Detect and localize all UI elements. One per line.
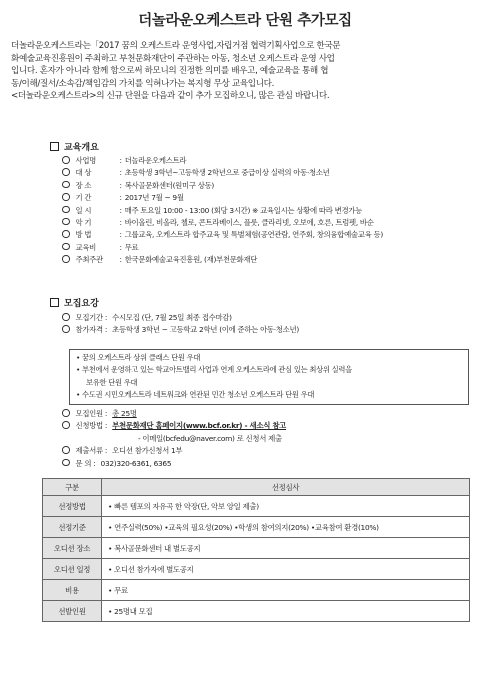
item-value: 초등학생 3학년 ~ 고등학교 2학년 (이에 준하는 아동·청소년) xyxy=(112,325,299,335)
table-key-cell: 비용 xyxy=(43,580,102,601)
table-value-cell: • 25명내 모집 xyxy=(102,601,470,622)
list-item: 참가자격 : 초등학생 3학년 ~ 고등학교 2학년 (이에 준하는 아동·청소년) xyxy=(62,324,482,336)
cell-text: 오디션 참가자에 별도공지 xyxy=(114,564,194,574)
circle-bullet-icon xyxy=(62,193,70,201)
item-value: 복사골문화센터(원미구 상동) xyxy=(124,180,214,190)
intro-line: 입니다. 혼자가 아니라 함께 함으로써 하모니의 진정한 의미를 배우고, 예술교육을 통해 협 xyxy=(11,66,329,77)
table-key-cell: 선정기준 xyxy=(43,517,102,538)
list-item: 악 기 : 바이올린, 비올라, 첼로, 콘트라베이스, 플룻, 클라리넷, 오보에, 호른, 트럼펫, 바순 xyxy=(62,217,482,229)
item-label: 장 소 xyxy=(75,180,92,190)
cell-text: 연주실력(50%) •교육의 필요성(20%) •학생의 참여의지(20%) •교육참여 환경(10%) xyxy=(114,522,379,532)
table-row xyxy=(43,496,470,517)
list-item: 주최주관 : 한국문화예술교육진흥원, (재)부천문화재단 xyxy=(62,254,482,266)
table-value-cell: • 복사골문화센터 내 별도공지 xyxy=(102,538,470,559)
table-header-cell: 구분 xyxy=(43,479,102,496)
circle-bullet-icon xyxy=(62,168,70,176)
item-label: 제출서류 xyxy=(75,446,103,456)
item-label: 사업명 xyxy=(75,156,97,165)
homepage-link[interactable]: 부천문화재단 홈페이지(www.bcf.or.kr) - 새소식 참고 xyxy=(112,421,287,431)
selection-table xyxy=(42,478,470,622)
cell-text: 복사골문화센터 내 별도공지 xyxy=(114,543,201,553)
list-item: 모집인원 : 총 25명 xyxy=(62,408,482,420)
benefit-item xyxy=(76,377,462,389)
recruit-list-top xyxy=(62,312,482,337)
recruit-list-bottom xyxy=(62,408,482,470)
list-item: 장 소 : 복사골문화센터(원미구 상동) xyxy=(62,180,482,192)
email-text[interactable]: - 이메일(bcfedu@naver.com) 로 신청서 제출 xyxy=(138,433,282,443)
square-bullet-icon xyxy=(50,142,59,151)
item-label: 기 간 xyxy=(75,193,92,203)
benefit-text: 꿈의 오케스트라 상위 클래스 단원 우대 xyxy=(82,353,201,362)
list-item: 제출서류 : 오디션 참가신청서 1부 xyxy=(62,445,482,457)
item-label: 주최주관 xyxy=(75,255,103,265)
table-key-cell: 선발인원 xyxy=(43,601,102,622)
cell-text: 빠른 템포의 자유곡 한 악장(단, 악보 앙일 제출) xyxy=(114,501,259,511)
intro-line: 동/이해/질서/소속감/책임감의 가치를 익혀나가는 복지형 무상 교육입니다. xyxy=(11,78,275,89)
overview-heading-label: 교육개요 xyxy=(64,143,99,153)
table-key-cell: 오디션 일정 xyxy=(43,559,102,580)
item-label: 방 법 xyxy=(75,230,92,240)
table-value-cell: • 무료 xyxy=(102,580,470,601)
page-title: 더놀라운오케스트라 단원 추가모집 xyxy=(138,13,352,29)
list-item: 일 시 : 매주 토요일 10:00 - 13:00 (회당 3시간) ※ 교육일시는 상황에 따라 변경가능 xyxy=(62,205,482,217)
benefit-text: 부천에서 운영하고 있는 학교아트밸리 사업과 연계 오케스트라에 관심 있는 최상위 실력을 xyxy=(82,365,352,375)
circle-bullet-icon xyxy=(62,206,70,214)
intro-line: <더놀라운오케스트라>의 신규 단원을 다음과 같이 추가 모집하오니, 많은 관심 바랍니다. xyxy=(11,91,330,102)
table-row xyxy=(43,538,470,559)
circle-bullet-icon xyxy=(62,446,70,454)
item-label: 모집인원 xyxy=(75,409,103,418)
item-label: 문 의 xyxy=(75,458,92,468)
benefit-item: • 꿈의 오케스트라 상위 클래스 단원 우대 xyxy=(76,353,201,362)
item-label: 신청방법 xyxy=(75,421,103,431)
table-header-cell: 선정심사 xyxy=(102,479,470,496)
square-bullet-icon xyxy=(50,298,59,307)
circle-bullet-icon xyxy=(62,421,70,429)
item-label: 일 시 xyxy=(75,205,92,215)
table-header-row xyxy=(43,479,470,496)
item-value: 032)320-6361, 6365 xyxy=(100,458,172,468)
circle-bullet-icon xyxy=(62,313,70,321)
circle-bullet-icon xyxy=(62,230,70,238)
recruit-heading xyxy=(50,296,99,309)
list-item: 대 상 : 초등학생 3학년~고등학생 2학년으로 중급이상 실력의 아동·청소년 xyxy=(62,167,482,179)
item-value: 그룹교육, 오케스트라 합주교육 및 특별체험(공연관람, 연주회, 창의융합예술교육 등) xyxy=(124,230,383,240)
benefit-box xyxy=(69,349,469,405)
circle-bullet-icon xyxy=(62,181,70,189)
item-value: 수시모집 (단, 7월 25일 최종 접수마감) xyxy=(112,313,232,322)
circle-bullet-icon xyxy=(62,255,70,263)
table-row xyxy=(43,517,470,538)
list-item: 신청방법 : 부천문화재단 홈페이지(www.bcf.or.kr) - 새소식 참고 xyxy=(62,420,482,432)
table-value-cell: • 연주실력(50%) •교육의 필요성(20%) •학생의 참여의지(20%) •교육참여 환경(10%) xyxy=(102,517,470,538)
item-value: 2017년 7월 ~ 9월 xyxy=(124,193,184,203)
circle-bullet-icon xyxy=(62,325,70,333)
table-row xyxy=(43,559,470,580)
cell-text: 무료 xyxy=(114,585,128,595)
circle-bullet-icon xyxy=(62,409,70,417)
table-row xyxy=(43,580,470,601)
intro-line: 더놀라운오케스트라는「2017 꿈의 오케스트라 운영사업,자립거점 협력기획사업으로 한국문 xyxy=(11,41,341,51)
item-label: 참가자격 xyxy=(75,325,103,335)
item-label: 교육비 xyxy=(75,242,97,252)
circle-bullet-icon xyxy=(62,243,70,251)
item-value: 오디션 참가신청서 1부 xyxy=(112,446,183,456)
circle-bullet-icon xyxy=(62,156,70,164)
benefit-text: 보유한 단원 우대 xyxy=(86,377,138,387)
list-item: 교육비 : 무료 xyxy=(62,242,482,254)
item-value: 초등학생 3학년~고등학생 2학년으로 중급이상 실력의 아동·청소년 xyxy=(124,168,330,178)
cell-text: 25명내 모집 xyxy=(114,606,153,616)
list-item xyxy=(62,433,482,445)
table-value-cell: • 빠른 템포의 자유곡 한 악장(단, 악보 앙일 제출) xyxy=(102,496,470,517)
circle-bullet-icon xyxy=(62,218,70,226)
item-value: 바이올린, 비올라, 첼로, 콘트라베이스, 플룻, 클라리넷, 오보에, 호른, 트럼펫, 바순 xyxy=(124,217,374,227)
intro-line: 화예술교육진흥원이 주최하고 부천문화재단이 주관하는 아동, 청소년 오케스트라 운영 사업 xyxy=(11,53,335,64)
benefit-item: • 부천에서 운영하고 있는 학교아트밸리 사업과 연계 오케스트라에 관심 있는 최상위 실력을 xyxy=(76,365,352,375)
benefit-item: • 수도권 시민오케스트라 네트워크와 연관된 민간 청소년 오케스트라 단원 우대 xyxy=(76,389,315,399)
item-value: 매주 토요일 10:00 - 13:00 (회당 3시간) ※ 교육일시는 상황에 따라 변경가능 xyxy=(124,205,362,215)
table-value-cell: • 오디션 참가자에 별도공지 xyxy=(102,559,470,580)
item-value: 한국문화예술교육진흥원, (재)부천문화재단 xyxy=(124,255,258,265)
item-label: 악 기 xyxy=(75,217,92,227)
list-item: 문 의 : 032)320-6361, 6365 xyxy=(62,458,482,470)
circle-bullet-icon xyxy=(62,459,70,467)
list-item: 방 법 : 그룹교육, 오케스트라 합주교육 및 특별체험(공연관람, 연주회, 창의융합예술교육 등) xyxy=(62,229,482,241)
table-key-cell: 오디션 장소 xyxy=(43,538,102,559)
benefit-text: 수도권 시민오케스트라 네트워크와 연관된 민간 청소년 오케스트라 단원 우대 xyxy=(82,389,315,399)
table-key-cell: 선정방법 xyxy=(43,496,102,517)
list-item: 기 간 : 2017년 7월 ~ 9월 xyxy=(62,192,482,204)
item-value: 무료 xyxy=(124,242,139,252)
overview-heading xyxy=(50,140,99,153)
list-item: 모집기간 : 수시모집 (단, 7월 25일 최종 접수마감) xyxy=(62,312,482,324)
item-value: 더놀라운오케스트라 xyxy=(124,156,187,165)
item-label: 대 상 xyxy=(75,168,92,178)
recruit-heading-label: 모집요강 xyxy=(64,299,99,309)
overview-list xyxy=(62,155,482,267)
item-label: 모집기간 xyxy=(75,313,103,322)
list-item: 사업명 : 더놀라운오케스트라 xyxy=(62,155,482,167)
intro-paragraph xyxy=(11,40,483,103)
table-row xyxy=(43,601,470,622)
item-value: 총 25명 xyxy=(112,409,137,418)
